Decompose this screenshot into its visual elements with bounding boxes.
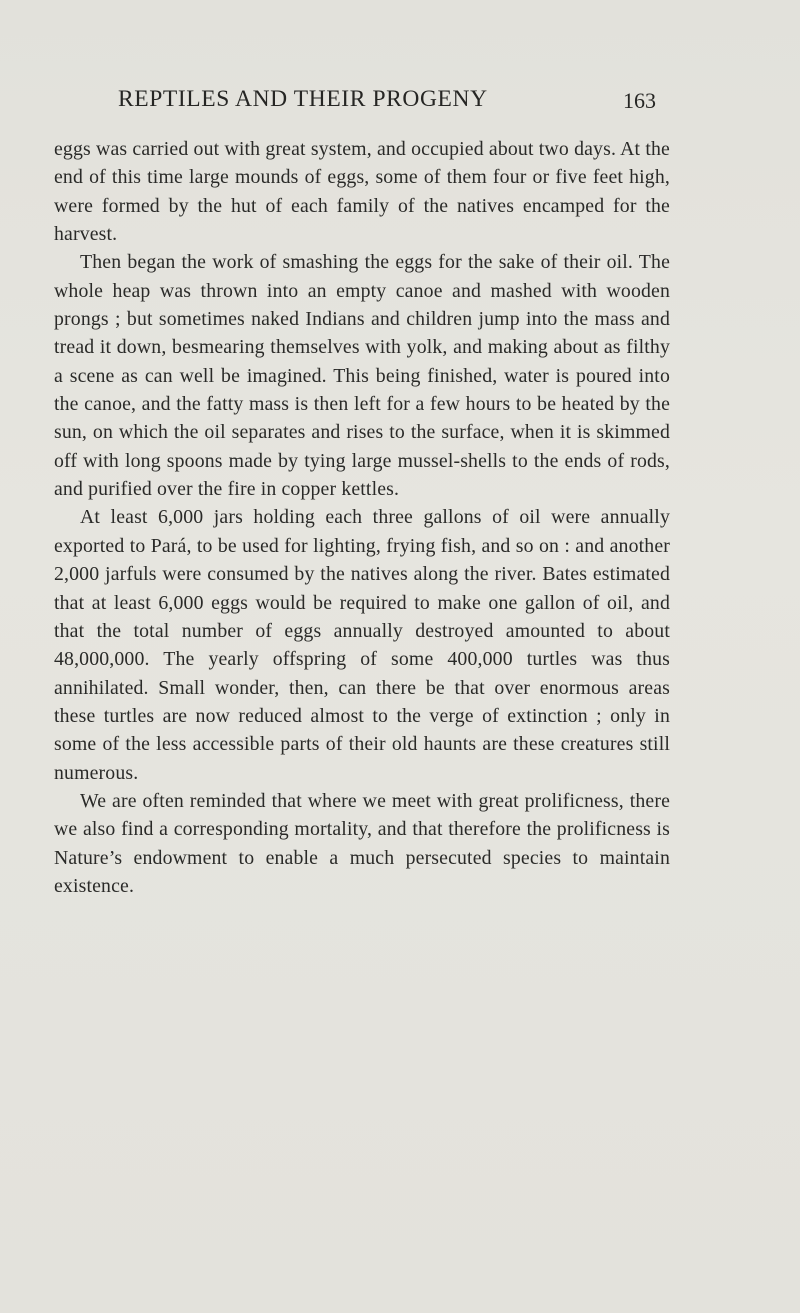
body-text bbox=[54, 135, 670, 900]
paragraph: eggs was carried out with great system, and occupied about two days. At the end of this time large mounds of eggs, some of them four or five feet high, were formed by the hut of each family of the natives encamped for the harvest. bbox=[54, 138, 670, 246]
paragraph: At least 6,000 jars holding each three gallons of oil were annually exported to Pará, to be used for lighting, frying fish, and so on : and another 2,000 jarfuls were consumed by the natives along the river. Bates estimated that at least 6,000 eggs would be required to make one gallon of oil, and that the total number of eggs annually destroyed amounted to about 48,000,000. The yearly offspring of some 400,000 turtles was thus annihilated. Small wonder, then, can there be that over enormous areas these turtles are now reduced almost to the verge of extinction ; only in some of the less accessible parts of their old haunts are these creatures still numerous. bbox=[54, 506, 670, 784]
paragraph: Then began the work of smashing the eggs for the sake of their oil. The whole heap was thrown into an empty canoe and mashed with wooden prongs ; but sometimes naked Indians and children jump into the mass and tread it down, besmearing themselves with yolk, and making about as filthy a scene as can well be imagined. This being finished, water is poured into the canoe, and the fatty mass is then left for a few hours to be heated by the sun, on which the oil separates and rises to the surface, when it is skimmed off with long spoons made by tying large mussel-shells to the ends of rods, and purified over the fire in copper kettles. bbox=[54, 251, 670, 501]
running-title: REPTILES AND THEIR PROGENY bbox=[118, 86, 488, 112]
page-header bbox=[118, 86, 656, 120]
page-number: 163 bbox=[623, 88, 656, 113]
paragraph: We are often reminded that where we meet with great prolificness, there we also find a corresponding mortality, and that therefore the prolificness is Nature’s endowment to enable a much persecuted species to maintain existence. bbox=[54, 789, 670, 897]
